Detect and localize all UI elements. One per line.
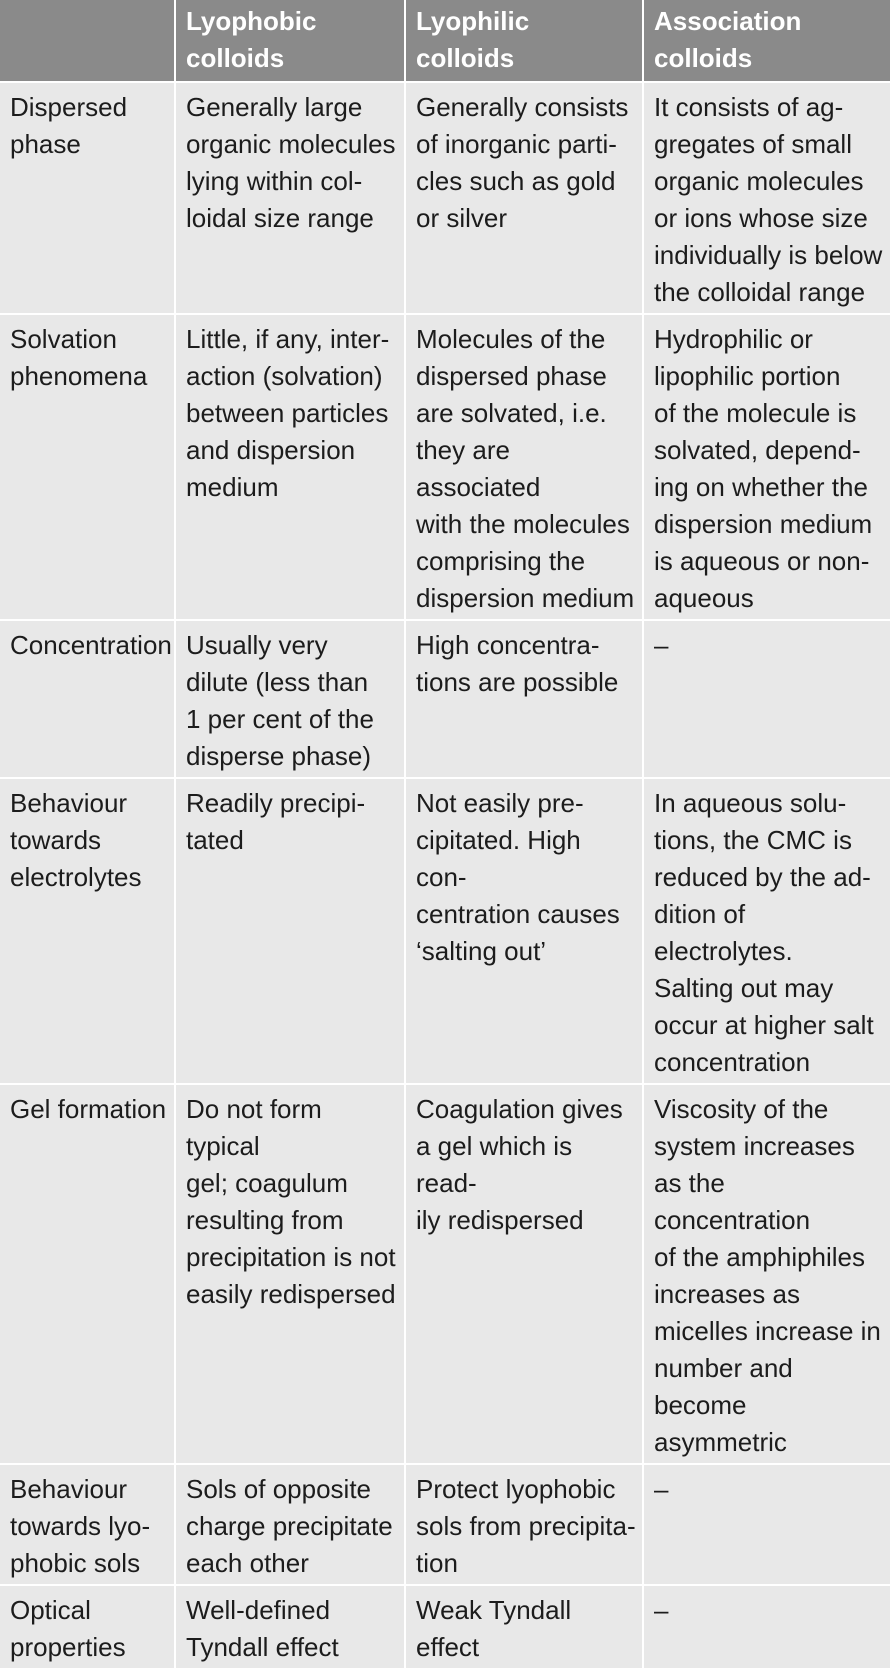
table-row [0, 1585, 890, 1668]
lyophilic-cell: Weak Tyndall effect [405, 1585, 643, 1668]
lyophilic-cell: Not easily pre- cipitated. High con- centration causes ‘salting out’ [405, 778, 643, 1084]
header-row [0, 0, 890, 82]
table-row [0, 314, 890, 620]
table-row [0, 82, 890, 314]
table-row [0, 778, 890, 1084]
lyophobic-cell: Sols of opposite charge precipitate each other [175, 1464, 405, 1585]
lyophilic-cell: Molecules of the dispersed phase are solvated, i.e. they are associated with the molecules comprising the dispersion medium [405, 314, 643, 620]
table-row [0, 1084, 890, 1464]
header-lyophobic: Lyophobic colloids [175, 0, 405, 82]
row-property-cell: Optical properties [0, 1585, 175, 1668]
lyophobic-cell: Generally large organic molecules lying within col- loidal size range [175, 82, 405, 314]
association-cell: In aqueous solu- tions, the CMC is reduced by the ad- dition of electrolytes. Salting out may occur at higher salt concentration [643, 778, 890, 1084]
lyophobic-cell: Usually very dilute (less than 1 per cent of the disperse phase) [175, 620, 405, 778]
lyophobic-cell: Well-defined Tyndall effect [175, 1585, 405, 1668]
row-property-cell: Dispersed phase [0, 82, 175, 314]
association-cell: – [643, 1464, 890, 1585]
row-property-cell: Solvation phenomena [0, 314, 175, 620]
row-property-cell: Gel formation [0, 1084, 175, 1464]
row-property-cell: Behaviour towards lyo- phobic sols [0, 1464, 175, 1585]
lyophilic-cell: High concentra- tions are possible [405, 620, 643, 778]
table-row [0, 1464, 890, 1585]
lyophobic-cell: Readily precipi- tated [175, 778, 405, 1084]
lyophilic-cell: Protect lyophobic sols from precipita- tion [405, 1464, 643, 1585]
header-association: Association colloids [643, 0, 890, 82]
association-cell: It consists of ag- gregates of small organic molecules or ions whose size individually is below the colloidal range [643, 82, 890, 314]
row-property-cell: Concentration [0, 620, 175, 778]
association-cell: – [643, 620, 890, 778]
lyophobic-cell: Little, if any, inter- action (solvation) between particles and dispersion medium [175, 314, 405, 620]
header-lyophilic: Lyophilic colloids [405, 0, 643, 82]
lyophobic-cell: Do not form typical gel; coagulum resulting from precipitation is not easily redispersed [175, 1084, 405, 1464]
association-cell: Viscosity of the system increases as the concentration of the amphiphiles increases as micelles increase in number and become asymmetric [643, 1084, 890, 1464]
header-property [0, 0, 175, 82]
row-property-cell: Behaviour towards electrolytes [0, 778, 175, 1084]
association-cell: Hydrophilic or lipophilic portion of the molecule is solvated, depend- ing on whether the dispersion medium is aqueous or non- aqueous [643, 314, 890, 620]
lyophilic-cell: Coagulation gives a gel which is read- ily redispersed [405, 1084, 643, 1464]
association-cell: – [643, 1585, 890, 1668]
lyophilic-cell: Generally consists of inorganic parti- cles such as gold or silver [405, 82, 643, 314]
table-row [0, 620, 890, 778]
